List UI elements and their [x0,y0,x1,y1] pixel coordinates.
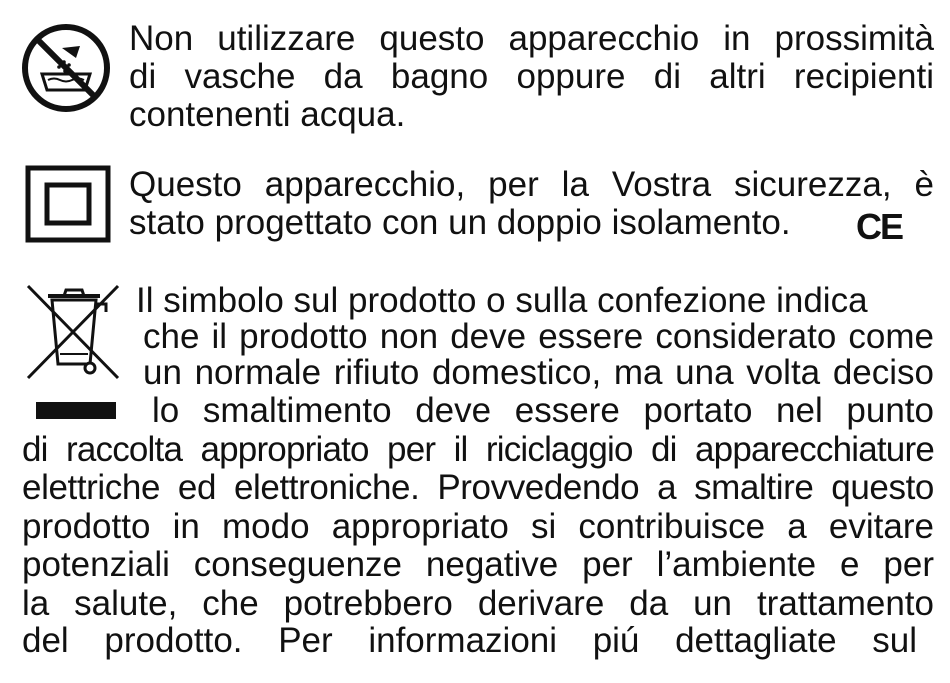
weee-text-line-9: la salute, che potrebbero derivare da un trattamento [22,584,934,623]
bath-warning-line-1: Non utilizzare questo apparecchio in prossimità [129,19,934,58]
weee-text-line-7: prodotto in modo appropriato si contribuisce a evitare [22,507,934,546]
weee-text-line-2: che il prodotto non deve essere considerato come [143,317,934,356]
bath-warning-line-2: di vasche da bagno oppure di altri recipienti [129,57,934,96]
no-bath-shower-icon [18,20,114,116]
ce-mark: CE [856,206,903,247]
weee-text-line-5: di raccolta appropriato per il riciclaggio di apparecchiature [22,430,934,469]
weee-solid-bar [36,402,116,419]
weee-text-line-1: Il simbolo sul prodotto o sulla confezione indica [136,281,868,320]
weee-text-line-3: un normale rifiuto domestico, ma una volta deciso [143,353,934,392]
double-insulation-icon [25,165,111,243]
insulation-warning-line-1: Questo apparecchio, per la Vostra sicurezza, è [129,165,934,204]
bath-warning-line-3: contenenti acqua. [129,95,406,134]
weee-text-line-10: del prodotto. Per informazioni piú dettagliate sul [22,621,917,660]
weee-text-line-6: elettriche ed elettroniche. Provvedendo a smaltire questo [22,468,934,507]
weee-text-line-4: lo smaltimento deve essere portato nel punto [152,391,934,430]
crossed-out-wheelie-bin-icon [22,282,126,382]
insulation-warning-line-2: stato progettato con un doppio isolamento. [129,203,791,242]
weee-text-line-8: potenziali conseguenze negative per l’ambiente e per [22,545,934,584]
